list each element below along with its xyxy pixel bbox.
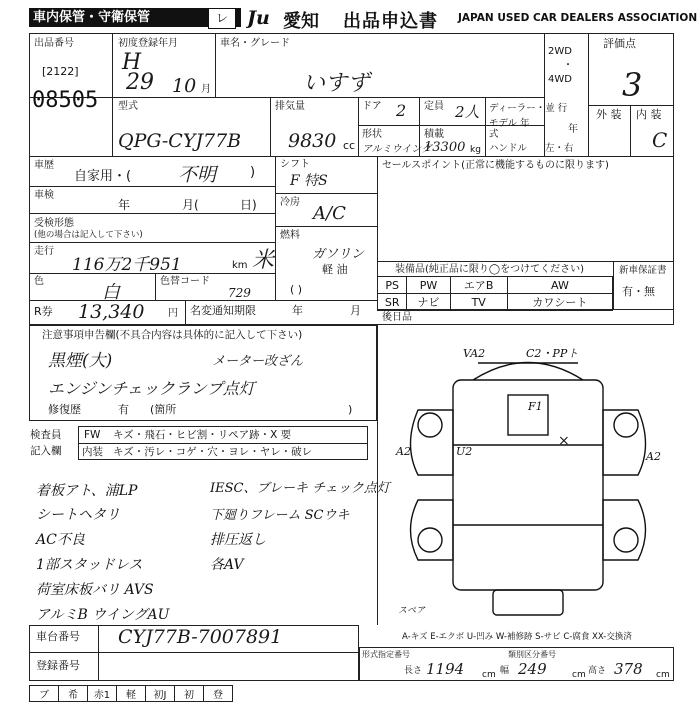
mileage-mark: 米 — [252, 248, 275, 273]
r-ticket-value: 13,340 — [78, 301, 145, 323]
equipment-tv[interactable]: TV — [450, 294, 507, 311]
length-label: 長さ — [404, 666, 423, 676]
mileage-unit: km — [232, 260, 248, 271]
receipt-label: 受検形態 — [34, 218, 74, 229]
shape-value: アルミウイング — [362, 144, 432, 155]
footer-cell-2[interactable]: 希 — [59, 686, 88, 701]
footer-cell-6[interactable]: 初 — [175, 686, 204, 701]
inspector-interior: 内装 — [82, 446, 103, 458]
storage-checkbox[interactable] — [208, 8, 236, 29]
ju-logo-icon — [246, 6, 282, 28]
inspector-label: 検査員 — [30, 429, 62, 441]
score-label: 評価点 — [603, 37, 636, 50]
lot-label: 出品番号 — [34, 38, 74, 49]
height-unit: cm — [656, 670, 670, 680]
model-year-label: モデル 年 式 — [489, 118, 530, 140]
model-year-unit: 年 — [568, 124, 578, 135]
shift-value: F 特S — [290, 173, 328, 189]
lot-number: 08505 — [32, 88, 99, 113]
drive-separator: ・ — [563, 60, 573, 71]
first-reg-month: 10 — [172, 75, 197, 97]
displacement-unit: cc — [343, 139, 356, 152]
first-reg-label: 初度登録年月 — [118, 38, 178, 49]
doors-value: 2 — [396, 101, 407, 120]
interior-label: 内 装 — [636, 108, 662, 121]
footer-cell-5[interactable]: 初J — [146, 686, 175, 701]
inspection-month: 月( — [182, 198, 199, 212]
first-reg-month-unit: 月 — [201, 84, 211, 95]
height-value: 378 — [614, 660, 643, 678]
fuel-alt: 軽 油 — [322, 263, 348, 276]
diagram-top-label: VA2 — [463, 347, 486, 360]
diagram-right-label: A2 — [646, 450, 661, 463]
remark-2: シートヘタリ — [36, 507, 120, 523]
inspection-label: 車検 — [34, 190, 54, 201]
class-number-label: 類別区分番号 — [508, 650, 556, 659]
handle-label: ハンドル — [489, 143, 528, 154]
inspector-fw-options[interactable]: キズ・飛石・ヒビ割・リペア跡・X 要 — [113, 429, 292, 441]
truck-outline-icon — [378, 325, 675, 625]
after-fit-label: 後日品 — [382, 312, 412, 323]
drive-2wd[interactable]: 2WD — [548, 46, 572, 57]
brand-name: 愛知 — [283, 11, 319, 32]
footer-cell-3[interactable]: 赤1 — [88, 686, 117, 701]
diagram-mid-label: U2 — [456, 445, 473, 458]
repair-close: ) — [348, 403, 353, 416]
remark-right-3: 排圧返し — [210, 532, 266, 548]
equipment-leather-seat[interactable]: カワシート — [507, 294, 612, 311]
notes-label: 注意事項申告欄(不具合内容は具体的に記入して下さい) — [42, 329, 303, 341]
history-value: 自家用・( — [74, 169, 132, 184]
model-label: 型式 — [118, 101, 138, 112]
sales-point-label: セールスポイント(正常に機能するものに限ります) — [382, 160, 609, 171]
svg-text:×: × — [558, 433, 570, 449]
color-label: 色 — [34, 276, 44, 287]
length-value: 1194 — [426, 660, 465, 678]
drive-4wd[interactable]: 4WD — [548, 74, 572, 85]
inspection-year: 年 — [118, 198, 131, 212]
shape-label: 形状 — [362, 129, 382, 140]
remark-1: 着板アト、浦LP — [36, 483, 138, 499]
load-label: 積載 — [424, 129, 444, 140]
damage-diagram — [377, 325, 675, 625]
reg-number-label: 登録番号 — [36, 659, 80, 672]
car-name-value: いすず — [303, 71, 370, 96]
color-value: 白 — [102, 282, 120, 303]
inspection-day: 日) — [240, 198, 257, 212]
warranty-options[interactable]: 有・無 — [622, 285, 655, 298]
equipment-navi[interactable]: ナビ — [407, 294, 450, 311]
equipment-airbag[interactable]: エアB — [450, 277, 507, 294]
width-value: 249 — [518, 660, 547, 678]
history-close: ) — [250, 165, 256, 180]
handle-options[interactable]: 左・右 — [545, 143, 574, 154]
diagram-left-label: A2 — [396, 445, 411, 458]
type-number-label: 形式指定番号 — [362, 650, 410, 659]
capacity-label: 定員 — [424, 101, 444, 112]
car-name-label: 車名・グレード — [220, 38, 290, 49]
footer-cell-4[interactable]: 軽 — [117, 686, 146, 701]
notify-year: 年 — [292, 304, 303, 317]
remark-3: AC不良 — [36, 532, 85, 548]
notes-line1: 黒煙(大) — [48, 351, 113, 371]
receipt-sub: (他の場合は記入して下さい) — [34, 230, 143, 240]
remark-right-4: 各AV — [210, 557, 244, 573]
r-ticket-label: R券 — [34, 305, 53, 318]
dealer-label: ディーラー・並 行 — [489, 103, 568, 114]
storage-mark: レ — [215, 11, 228, 25]
diagram-roof-mark: F1 — [528, 400, 543, 413]
score-value: 3 — [622, 66, 643, 104]
doors-label: ドア — [362, 101, 382, 112]
aircon-value: A/C — [313, 203, 346, 224]
notes-line1b: メーター改ざん — [212, 354, 304, 369]
color-code-label: 色替コード — [160, 276, 210, 287]
repair-label: 修復歴 — [48, 403, 81, 416]
equipment-sr[interactable]: SR — [378, 294, 407, 311]
displacement-value: 9830 — [288, 130, 337, 152]
history-label: 車歴 — [34, 160, 54, 171]
history-note: 不明 — [178, 164, 217, 186]
model-value: QPG-CYJ77B — [118, 130, 242, 152]
first-reg-year: 29 — [126, 70, 154, 95]
footer-cell-1[interactable]: ブ — [30, 686, 59, 701]
repair-place: (箇所 — [150, 403, 177, 416]
fuel-value: ガソリン — [312, 247, 365, 262]
color-code-value: 729 — [228, 286, 251, 300]
height-label: 高さ — [588, 666, 607, 676]
aircon-label: 冷房 — [280, 197, 300, 208]
inspector-label-2: 記入欄 — [30, 445, 62, 457]
fuel-other: ( ) — [290, 283, 303, 296]
remark-6: アルミB ウイングAU — [36, 607, 170, 623]
equipment-ps[interactable]: PS — [378, 277, 407, 294]
association-name: JAPAN USED CAR DEALERS ASSOCIATION — [458, 12, 698, 24]
footer-cell-7[interactable]: 登 — [213, 690, 223, 701]
chassis-label: 車台番号 — [36, 630, 80, 643]
inspector-interior-options[interactable]: キズ・汚レ・コゲ・穴・ヨレ・ヤレ・破レ — [113, 446, 313, 458]
notify-month: 月 — [350, 304, 361, 317]
remark-5: 荷室床板バリ AVS — [36, 582, 154, 598]
load-value: 13300 — [424, 140, 466, 155]
exterior-value: C — [652, 128, 668, 152]
mileage-label: 走行 — [34, 246, 54, 257]
displacement-label: 排気量 — [275, 101, 305, 112]
notify-label: 名変通知期限 — [190, 304, 256, 317]
remark-right-2: 下廻りフレーム SCウキ — [210, 508, 350, 523]
warranty-label: 新車保証書 — [619, 265, 667, 276]
remark-4: 1部スタッドレス — [36, 557, 143, 573]
width-label: 幅 — [500, 666, 510, 676]
shift-label: シフト — [280, 159, 310, 170]
remark-right-1: IESC、ブレーキ チェック点灯 — [210, 481, 390, 496]
lot-sub: [2122] — [42, 65, 79, 78]
chassis-value: CYJ77B-7007891 — [118, 626, 283, 648]
inspector-fw: FW — [84, 429, 101, 441]
width-unit: cm — [572, 670, 586, 680]
length-unit: cm — [482, 670, 496, 680]
diagram-top-label-2: C2・PPト — [526, 347, 579, 360]
spare-label: スペア — [398, 606, 426, 616]
equipment-table — [377, 276, 613, 311]
damage-legend: A-キズ E-エクボ U-凹み W-補修跡 S-サビ C-腐食 XX-交換済 — [402, 632, 632, 642]
equipment-label: 装備品(純正品に限り◯をつけてください) — [395, 264, 584, 275]
mileage-value: 116万2千951 — [72, 255, 182, 275]
repair-value: 有 — [118, 403, 129, 416]
fuel-label: 燃料 — [280, 230, 300, 241]
footer-cells — [29, 685, 233, 702]
load-unit: kg — [470, 145, 481, 155]
exterior-label: 外 装 — [596, 108, 622, 121]
first-reg-era: H — [122, 50, 142, 75]
capacity-value: 2人 — [455, 103, 480, 121]
notes-line2: エンジンチェックランプ点灯 — [48, 379, 255, 398]
form-title: 出品申込書 — [343, 11, 438, 32]
equipment-pw[interactable]: PW — [407, 277, 450, 294]
equipment-aw[interactable]: AW — [507, 277, 612, 294]
r-ticket-unit: 円 — [168, 308, 178, 319]
storage-label: 車内保管・守衛保管 — [33, 10, 151, 25]
svg-text:Ju: Ju — [247, 7, 270, 28]
